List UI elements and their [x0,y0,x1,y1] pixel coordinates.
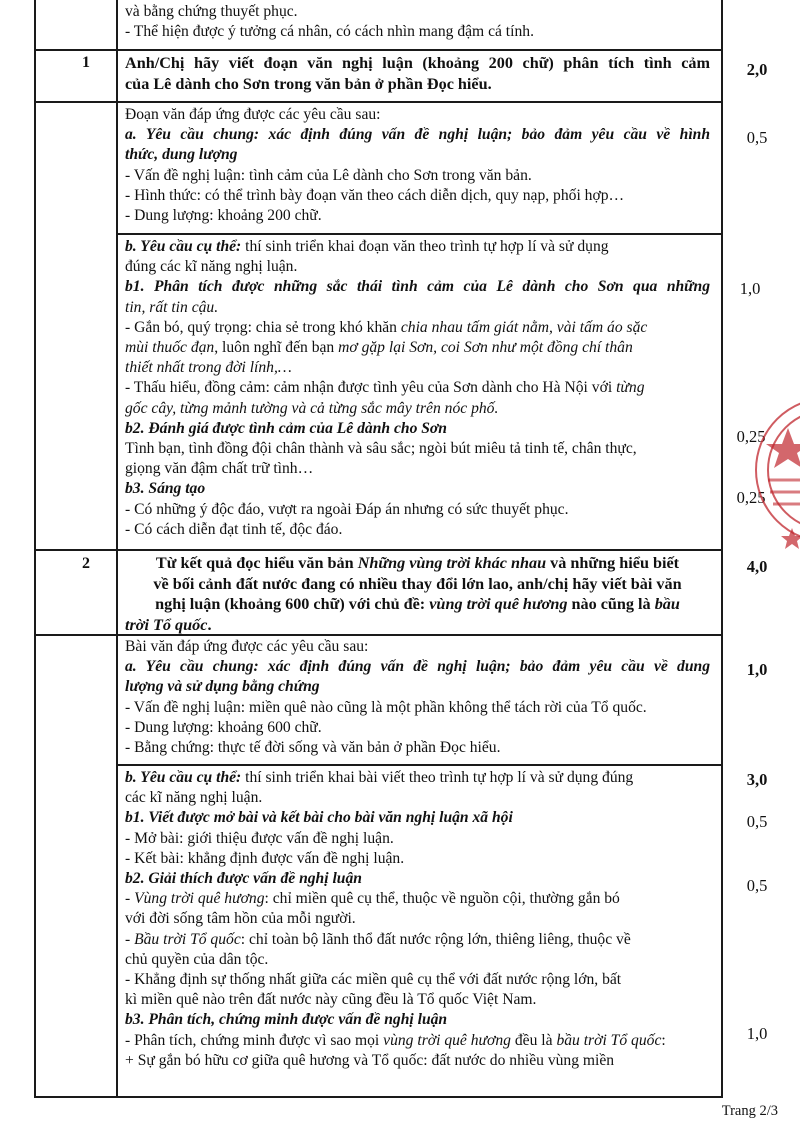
b1-score: 1,0 [739,279,761,298]
general-heading: a. Yêu cầu chung: xác định đúng vấn đề nghị luận; bảo đảm yêu cầu về dung [125,658,710,676]
b1-item-quote: gốc cây, từng mảnh tường và cả từng sắc mây trên nóc phố. [125,399,499,417]
b3-heading: b3. Sáng tạo [125,480,206,498]
b1-item-quote: chia nhau tấm giát nằm, vài tấm áo sặc [400,318,648,336]
b3-term: bầu trời Tổ quốc [556,1031,662,1049]
seal-star-icon [766,428,800,468]
b1-item: - Gắn bó, quý trọng: chia sẻ trong khó khăn [125,318,401,336]
prompt-theme: vùng trời quê hương [429,595,568,614]
b3-line: + Sự gắn bó hữu cơ giữa quê hương và Tổ quốc: đất nước do nhiều vùng miền [125,1051,615,1069]
b3-line: - Phân tích, chứng minh được vì sao mọi [125,1031,384,1049]
continuation-cell [125,2,723,42]
b1-item-quote: mơ gặp lại Sơn, coi Sơn như một đồng chí thân [338,339,633,357]
prompt-theme: trời Tổ quốc [125,615,208,634]
official-seal-stamp [748,370,800,570]
b1-item: , luôn nghĩ đến bạn [214,339,339,357]
prompt-line: Anh/Chị hãy viết đoạn văn nghị luận (khoảng 200 chữ) phân tích tình cảm [125,54,710,72]
b1-item-quote: thiết nhất trong đời lính,… [125,359,292,377]
general-requirements [125,105,723,226]
b2-line: : chỉ toàn bộ lãnh thổ đất nước rộng lớn, thiêng liêng, thuộc về [240,930,631,948]
b2-heading: b2. Giải thích được vấn đề nghị luận [125,870,362,888]
row-divider [34,101,721,103]
general-heading: thức, dung lượng [125,146,238,164]
b2-term: - Bầu trời Tổ quốc [125,930,241,948]
b2-score: 0,5 [746,876,768,895]
specific-heading-rest: các kĩ năng nghị luận. [125,789,263,807]
prompt-text: . [207,615,212,634]
intro-line: Đoạn văn đáp ứng được các yêu cầu sau: [125,106,381,123]
b3-term: vùng trời quê hương [383,1031,511,1049]
question-score: 2,0 [746,60,768,79]
table-bottom [34,1096,721,1098]
row-divider [116,233,721,235]
specific-score: 3,0 [746,770,768,789]
b3-line: - Có những ý độc đáo, vượt ra ngoài Đáp án nhưng có sức thuyết phục. [125,500,569,518]
specific-heading-rest: thí sinh triển khai bài viết theo trình tự hợp lí và sử dụng đúng [241,769,634,786]
b2-heading: b2. Đánh giá được tình cảm của Lê dành cho Sơn [125,419,447,437]
prompt-text: Từ kết quả đọc hiểu văn bản [155,554,358,572]
b2-line: với đời sống tâm hồn của mỗi người. [125,910,356,928]
prompt-text: về bối cảnh đất nước đang có nhiều thay đổi lớn lao, anh/chị hãy viết bài văn [153,574,682,593]
intro-line: Bài văn đáp ứng được các yêu cầu sau: [125,638,369,655]
general-score: 1,0 [746,660,768,679]
b2-line: Tình bạn, tình đồng đội chân thành và sâu sắc; ngòi bút miêu tả tinh tế, chân thực, [125,440,637,458]
b3-heading: b3. Phân tích, chứng minh được vấn đề nghị luận [125,1011,448,1029]
continuation-line: - Thể hiện được ý tưởng cá nhân, có cách nhìn mang đậm cá tính. [125,23,534,41]
row-divider [34,49,721,51]
specific-requirements [125,237,723,540]
prompt-line: của Lê dành cho Sơn trong văn bản ở phần Đọc hiểu. [125,75,492,93]
question-prompt [125,53,723,95]
general-requirements [125,637,723,758]
row-divider [116,764,721,766]
b2-line: - Khẳng định sự thống nhất giữa các miền quê cụ thể với đất nước rộng lớn, bất [125,971,622,989]
b1-heading: b1. Viết được mở bài và kết bài cho bài văn nghị luận xã hội [125,809,513,827]
b1-line: - Kết bài: khẳng định được vấn đề nghị luận. [125,849,405,867]
b1-item-quote: mùi thuốc đạn [125,339,215,357]
question-number: 1 [82,54,90,71]
page-number: Trang 2/3 [721,1103,778,1119]
b2-score: 0,25 [736,427,766,446]
general-heading: a. Yêu cầu chung: xác định đúng vấn đề nghị luận; bảo đảm yêu cầu về hình [125,126,710,144]
b1-line: - Mở bài: giới thiệu được vấn đề nghị luận. [125,829,394,847]
b1-item: - Thấu hiểu, đồng cảm: cảm nhận được tình yêu của Sơn dành cho Hà Nội với [125,379,617,397]
b2-term: - Vùng trời quê hương [125,890,265,908]
specific-heading-rest: thí sinh triển khai đoạn văn theo trình tự hợp lí và sử dụng [241,238,609,255]
b2-line: kì miền quê nào trên đất nước này cũng đều là Tổ quốc Việt Nam. [125,991,537,1009]
b3-line: - Có cách diễn đạt tinh tế, độc đáo. [125,520,343,538]
requirement-line: - Hình thức: có thể trình bày đoạn văn theo cách diễn dịch, quy nạp, phối hợp… [125,186,625,204]
prompt-theme: bầu [654,595,680,614]
question-number: 2 [82,555,90,572]
b3-line: đều là [510,1031,557,1049]
general-score: 0,5 [746,128,768,147]
general-heading: lượng và sử dụng bằng chứng [125,678,320,696]
prompt-title: Những vùng trời khác nhau [357,554,547,572]
specific-heading: b. Yêu cầu cụ thể: [125,769,242,786]
b1-score: 0,5 [746,812,768,831]
prompt-text: nào cũng là [567,595,655,614]
continuation-line: và bằng chứng thuyết phục. [125,3,298,20]
requirement-line: - Dung lượng: khoảng 200 chữ. [125,207,322,225]
specific-heading: b. Yêu cầu cụ thể: [125,238,242,255]
b2-line: giọng văn đậm chất trữ tình… [125,460,314,478]
prompt-text: và những hiểu biết [546,554,680,572]
b2-line: : chỉ miền quê cụ thể, thuộc về nguồn cội, thường gắn bó [264,890,620,908]
question-score: 4,0 [746,557,768,576]
specific-requirements [125,768,723,1071]
prompt-text: nghị luận (khoảng 600 chữ) với chủ đề: [155,595,430,614]
b1-item-quote: từng [616,379,645,397]
requirement-line: - Vấn đề nghị luận: miền quê nào cũng là một phần không thể tách rời của Tổ quốc. [125,698,647,716]
requirement-line: - Dung lượng: khoảng 600 chữ. [125,718,322,736]
specific-heading-rest: đúng các kĩ năng nghị luận. [125,258,298,276]
b3-score: 1,0 [746,1024,768,1043]
question-prompt [125,553,723,635]
requirement-line: - Bằng chứng: thực tế đời sống và văn bản ở phần Đọc hiểu. [125,739,501,757]
b3-score: 0,25 [736,488,766,507]
b1-heading: b1. Phân tích được những sắc thái tình cảm của Lê dành cho Sơn qua những [125,278,710,296]
b2-line: chủ quyền của dân tộc. [125,950,269,968]
b1-heading: tin, rất tin cậu. [125,298,219,316]
b3-line: : [661,1031,666,1049]
requirement-line: - Vấn đề nghị luận: tình cảm của Lê dành cho Sơn trong văn bản. [125,166,532,184]
row-divider [34,549,721,551]
